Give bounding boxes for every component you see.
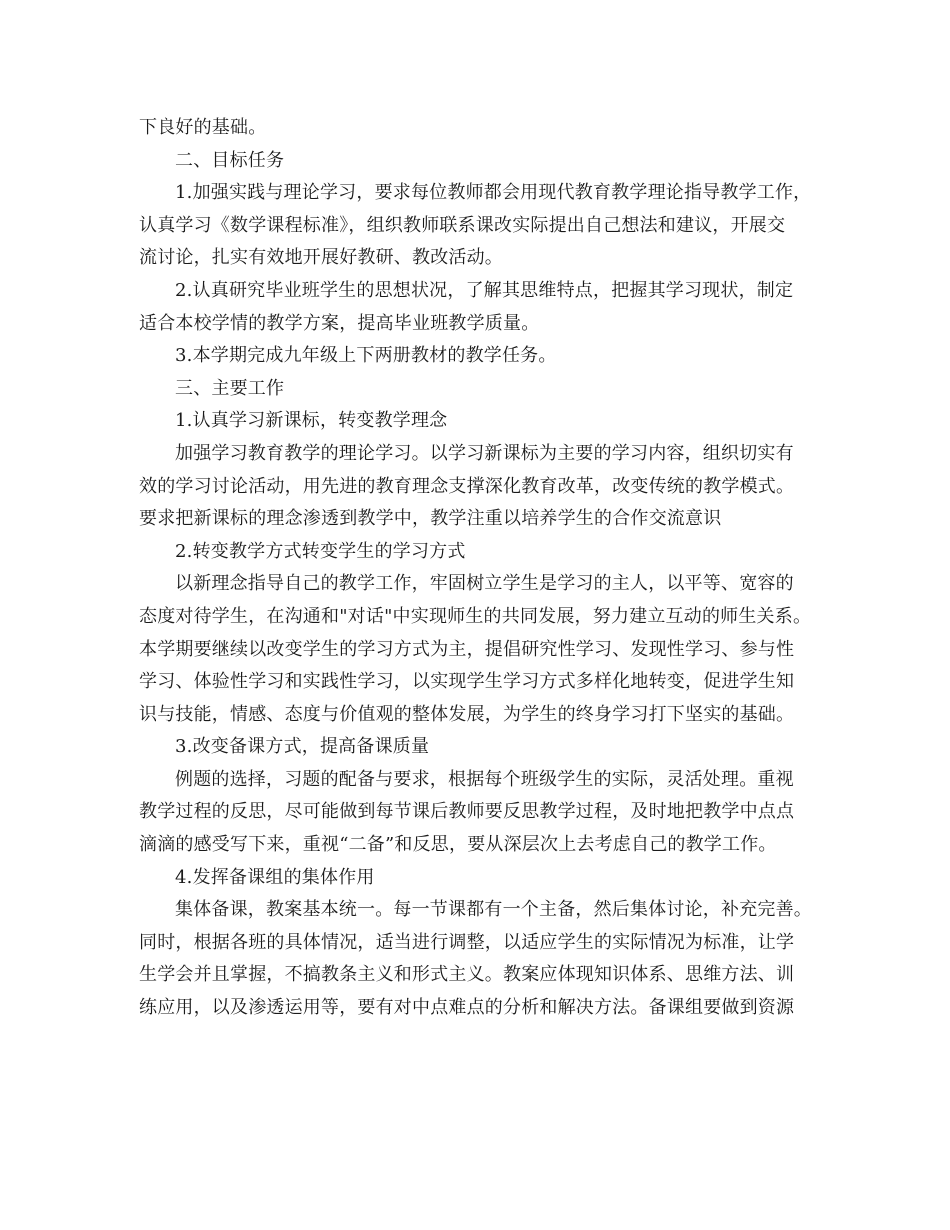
text-line: 例题的选择，习题的配备与要求，根据每个班级学生的实际，灵活处理。重视 (175, 768, 794, 790)
text-line: 效的学习讨论活动，用先进的教育理念支撑深化教育改革，改变传统的教学模式。 (139, 475, 795, 497)
text-line: 流讨论，扎实有效地开展好教研、教改活动。 (139, 247, 503, 269)
text-line: 二、目标任务 (175, 149, 285, 171)
text-line: 适合本校学情的教学方案，提高毕业班教学质量。 (139, 312, 540, 334)
text-line: 本学期要继续以改变学生的学习方式为主，提倡研究性学习、发现性学习、参与性 (139, 638, 795, 660)
text-line: 生学会并且掌握，不搞教条主义和形式主义。教案应体现知识体系、思维方法、训 (139, 964, 795, 986)
text-line: 2.认真研究毕业班学生的思想状况，了解其思维特点，把握其学习现状，制定 (175, 279, 794, 301)
text-line: 加强学习教育教学的理论学习。以学习新课标为主要的学习内容，组织切实有 (175, 442, 794, 464)
text-line: 2.转变教学方式转变学生的学习方式 (175, 540, 466, 562)
text-line: 1.加强实践与理论学习，要求每位教师都会用现代教育教学理论指导教学工作， (175, 182, 812, 204)
text-line: 三、主要工作 (175, 377, 285, 399)
text-line: 认真学习《数学课程标准》，组织教师联系课改实际提出自己想法和建议，开展交 (139, 214, 786, 236)
text-line: 3.本学期完成九年级上下两册教材的教学任务。 (175, 345, 557, 367)
text-line: 同时，根据各班的具体情况，适当进行调整，以适应学生的实际情况为标准，让学 (139, 931, 795, 953)
text-line: 3.改变备课方式，提高备课质量 (175, 736, 430, 758)
text-line: 态度对待学生，在沟通和"对话"中实现师生的共同发展，努力建立互动的师生关系。 (139, 605, 812, 627)
text-line: 学习、体验性学习和实践性学习，以实现学生学习方式多样化地转变，促进学生知 (139, 671, 795, 693)
document-body (139, 112, 819, 1025)
text-line: 以新理念指导自己的教学工作，牢固树立学生是学习的主人，以平等、宽容的 (175, 573, 794, 595)
text-line: 4.发挥备课组的集体作用 (175, 866, 375, 888)
text-line: 1.认真学习新课标，转变教学理念 (175, 410, 448, 432)
text-line: 识与技能，情感、态度与价值观的整体发展，为学生的终身学习打下坚实的基础。 (139, 703, 795, 725)
text-line: 集体备课，教案基本统一。每一节课都有一个主备，然后集体讨论，补充完善。 (175, 899, 812, 921)
text-line: 教学过程的反思，尽可能做到每节课后教师要反思教学过程，及时地把教学中点点 (139, 801, 795, 823)
text-line: 下良好的基础。 (139, 117, 267, 138)
text-line: 练应用，以及渗透运用等，要有对中点难点的分析和解决方法。备课组要做到资源 (139, 997, 795, 1019)
text-line: 要求把新课标的理念渗透到教学中，教学注重以培养学生的合作交流意识 (139, 508, 722, 530)
text-line: 滴滴的感受写下来，重视“二备”和反思，要从深层次上去考虑自己的教学工作。 (139, 834, 777, 856)
